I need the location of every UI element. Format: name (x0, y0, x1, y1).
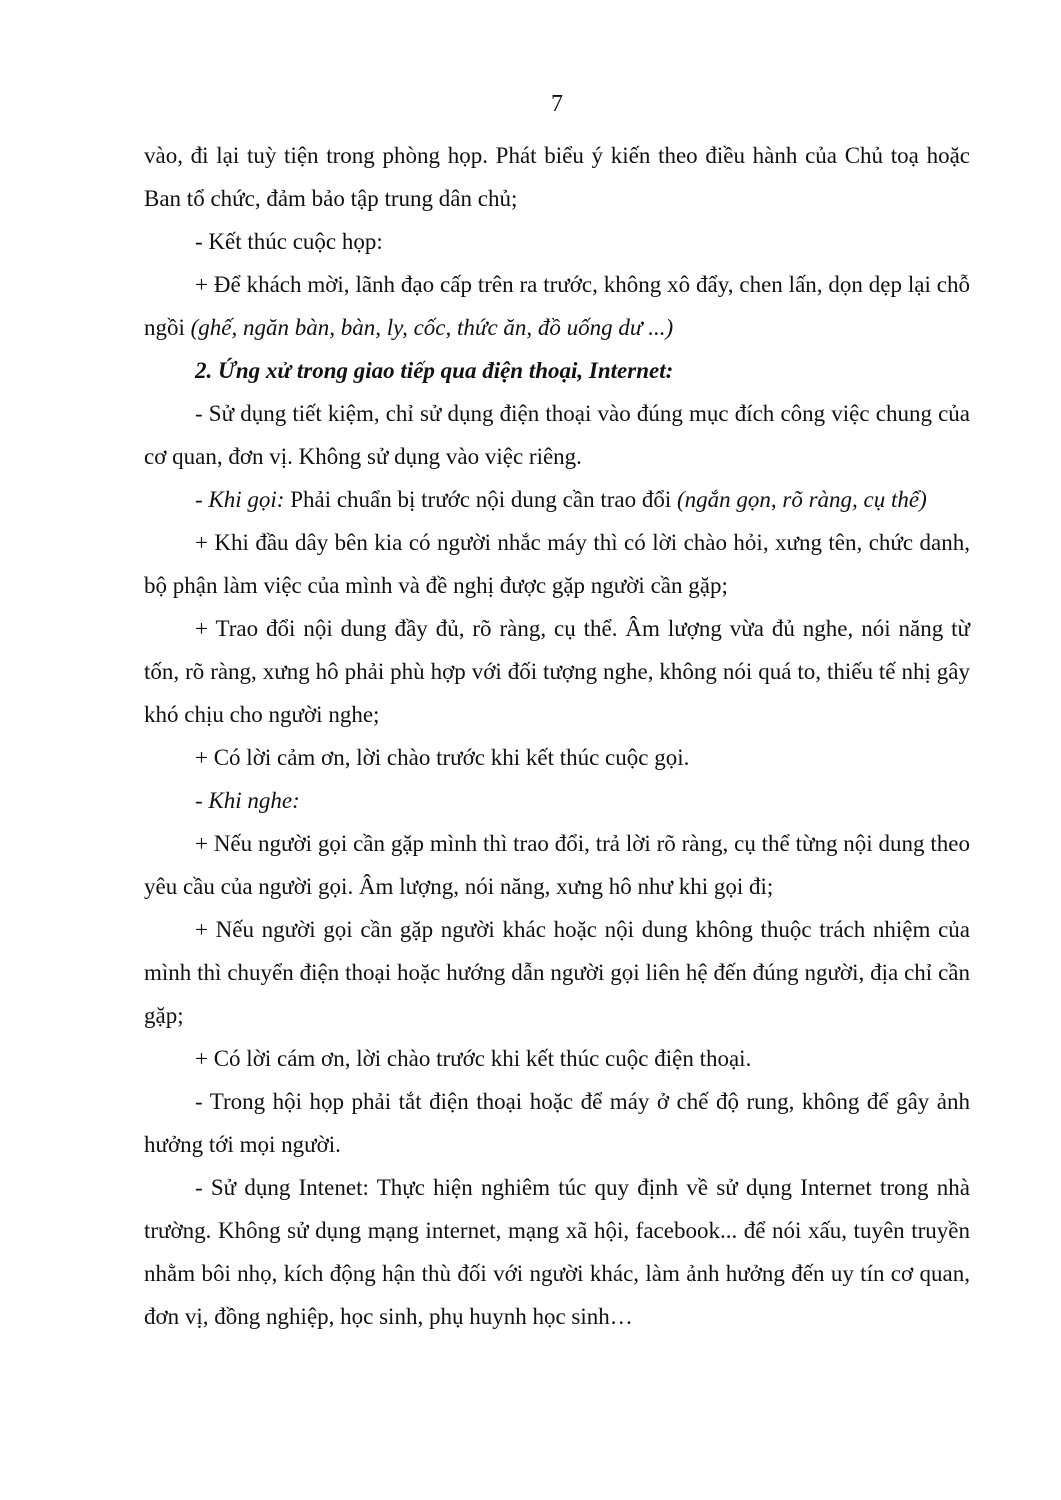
paragraph-when-listening: - Khi nghe: (195, 788, 300, 813)
when-calling-label: Khi gọi: (208, 487, 285, 512)
paragraph-leave-order (144, 263, 970, 349)
section-heading-2: 2. Ứng xử trong giao tiếp qua điện thoại, Internet: (195, 358, 674, 383)
when-calling-prefix: - (195, 487, 209, 512)
paragraph-meeting-conduct: vào, đi lại tuỳ tiện trong phòng họp. Phát biểu ý kiến theo điều hành của Chủ toạ hoặc Ban tổ chức, đảm bảo tập trung dân chủ; (144, 143, 970, 211)
paragraph-phone-usage: - Sử dụng tiết kiệm, chỉ sử dụng điện thoại vào đúng mục đích công việc chung của cơ quan, đơn vị. Không sử dụng vào việc riêng. (144, 401, 970, 469)
when-calling-text: Phải chuẩn bị trước nội dung cần trao đổi (284, 487, 677, 512)
paragraph-when-calling (144, 478, 970, 521)
paragraph-greeting: + Khi đầu dây bên kia có người nhắc máy thì có lời chào hỏi, xưng tên, chức danh, bộ phận làm việc của mình và đề nghị được gặp người cần gặp; (144, 530, 970, 598)
paragraph-internet-usage: - Sử dụng Intenet: Thực hiện nghiêm túc quy định về sử dụng Internet trong nhà trường. Không sử dụng mạng internet, mạng xã hội, facebook... để nói xấu, tuyên truyền nhằm bôi nhọ, kích động hận thù đối với người khác, làm ảnh hưởng đến uy tín cơ quan, đơn vị, đồng nghiệp, học sinh, phụ huynh học sinh… (144, 1175, 970, 1329)
leave-order-text: + Để khách mời, lãnh đạo cấp trên ra trước, không xô đẩy, chen lấn, dọn dẹp lại chỗ ngồi (144, 272, 970, 340)
paragraph-exchange-content: + Trao đổi nội dung đầy đủ, rõ ràng, cụ thể. Âm lượng vừa đủ nghe, nói năng từ tốn, rõ ràng, xưng hô phải phù hợp với đối tượng nghe, không nói quá to, thiếu tế nhị gây khó chịu cho người nghe; (144, 616, 970, 727)
paragraph-thanks-call: + Có lời cảm ơn, lời chào trước khi kết thúc cuộc gọi. (195, 745, 690, 770)
paragraph-caller-for-me: + Nếu người gọi cần gặp mình thì trao đổi, trả lời rõ ràng, cụ thể từng nội dung theo yêu cầu của người gọi. Âm lượng, nói năng, xưng hô như khi gọi đi; (144, 831, 970, 899)
page-body (144, 134, 970, 1338)
paragraph-meeting-phone-off: - Trong hội họp phải tắt điện thoại hoặc để máy ở chế độ rung, không để gây ảnh hưởng tới mọi người. (144, 1089, 970, 1157)
paragraph-meeting-end: - Kết thúc cuộc họp: (195, 229, 383, 254)
paragraph-caller-for-others: + Nếu người gọi cần gặp người khác hoặc nội dung không thuộc trách nhiệm của mình thì chuyển điện thoại hoặc hướng dẫn người gọi liên hệ đến đúng người, địa chỉ cần gặp; (144, 917, 970, 1028)
paragraph-thanks-phone: + Có lời cám ơn, lời chào trước khi kết thúc cuộc điện thoại. (195, 1046, 752, 1071)
page-number: 7 (551, 91, 563, 117)
when-calling-italic: (ngắn gọn, rõ ràng, cụ thể) (677, 487, 927, 512)
leave-order-italic: (ghế, ngăn bàn, bàn, ly, cốc, thức ăn, đồ uống dư ...) (190, 315, 674, 340)
